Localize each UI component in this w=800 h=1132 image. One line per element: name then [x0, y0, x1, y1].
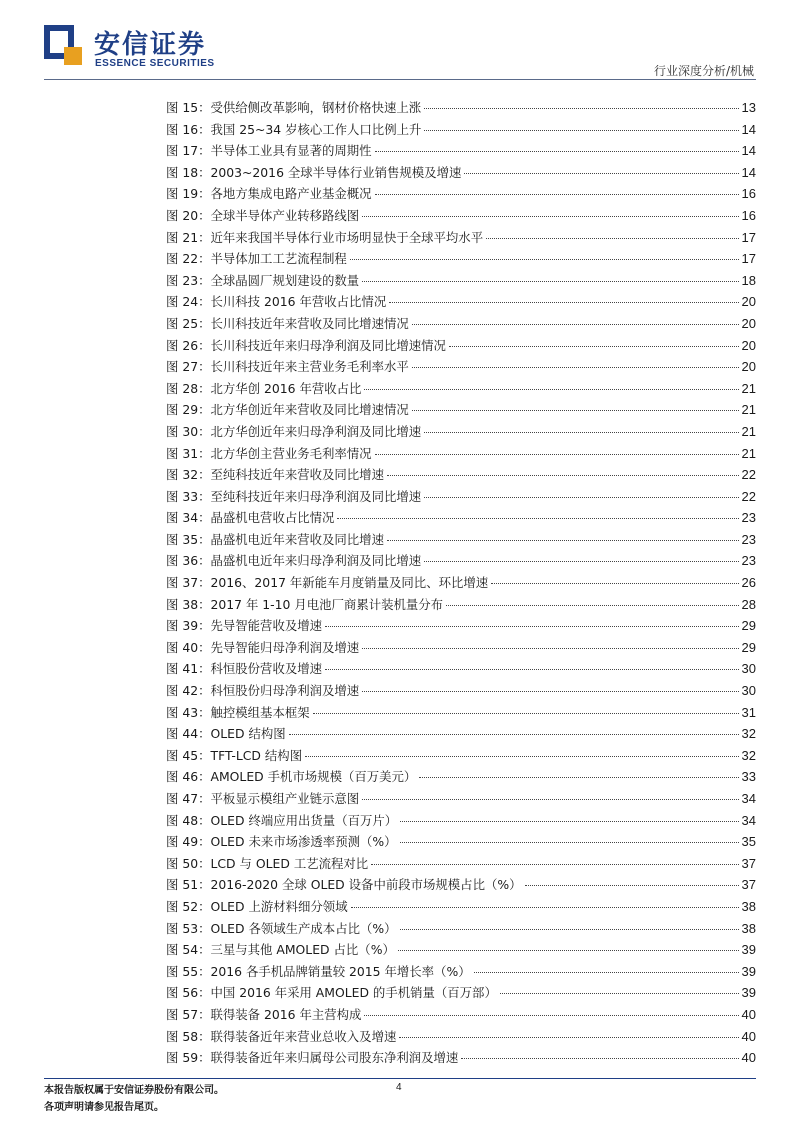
toc-dot-leader — [424, 108, 738, 109]
toc-entry-page: 21 — [741, 423, 756, 439]
toc-dot-leader — [412, 410, 739, 411]
toc-dot-leader — [375, 194, 739, 195]
toc-entry-title: 联得装备近年来归属母公司股东净利润及增速 — [210, 1050, 459, 1066]
toc-entry-page: 20 — [741, 294, 756, 310]
toc-entry[interactable] — [166, 249, 756, 271]
toc-dot-leader — [362, 216, 738, 217]
toc-entry-page: 18 — [741, 272, 756, 288]
toc-entry-label: 图 39： — [166, 618, 211, 634]
toc-entry-label: 图 21： — [166, 229, 211, 245]
toc-entry[interactable] — [166, 379, 756, 401]
toc-entry-title: OLED 未来市场渗透率预测（%） — [210, 834, 397, 850]
toc-entry[interactable] — [166, 616, 756, 638]
toc-dot-leader — [500, 993, 739, 994]
toc-entry-title: AMOLED 手机市场规模（百万美元） — [210, 769, 417, 785]
toc-entry-label: 图 52： — [166, 898, 211, 914]
toc-entry[interactable] — [166, 919, 756, 941]
toc-dot-leader — [305, 756, 738, 757]
toc-entry-page: 35 — [741, 834, 756, 850]
toc-dot-leader — [399, 1037, 738, 1038]
toc-dot-leader — [351, 907, 739, 908]
toc-entry-title: 半导体加工工艺流程制程 — [210, 251, 347, 267]
toc-entry-label: 图 45： — [166, 747, 211, 763]
toc-entry-page: 20 — [741, 315, 756, 331]
toc-dot-leader — [400, 842, 739, 843]
toc-entry[interactable] — [166, 314, 756, 336]
toc-entry-title: 长川科技近年来归母净利润及同比增速情况 — [210, 337, 446, 353]
toc-entry-title: 全球晶圆厂规划建设的数量 — [210, 272, 360, 288]
toc-entry-page: 30 — [741, 683, 756, 699]
toc-entry-label: 图 37： — [166, 575, 211, 591]
page-number: 4 — [396, 1082, 402, 1093]
page-header — [0, 0, 800, 82]
toc-entry-page: 17 — [741, 229, 756, 245]
toc-entry-label: 图 28： — [166, 380, 211, 396]
toc-entry-page: 13 — [741, 100, 756, 115]
toc-entry-page: 29 — [741, 639, 756, 655]
toc-entry[interactable] — [166, 487, 756, 509]
toc-entry-title: 晶盛机电近年来营收及同比增速 — [210, 531, 384, 547]
toc-dot-leader — [362, 648, 738, 649]
toc-entry-title: 各地方集成电路产业基金概况 — [210, 186, 372, 202]
toc-entry[interactable] — [166, 703, 756, 725]
toc-entry-page: 32 — [741, 747, 756, 763]
toc-entry-title: OLED 结构图 — [210, 726, 286, 742]
toc-entry-title: TFT-LCD 结构图 — [210, 747, 303, 763]
toc-entry-label: 图 40： — [166, 639, 211, 655]
toc-dot-leader — [424, 561, 738, 562]
toc-entry[interactable] — [166, 681, 756, 703]
toc-entry-title: OLED 各领域生产成本占比（%） — [210, 920, 397, 936]
toc-dot-leader — [525, 885, 739, 886]
toc-entry-title: 长川科技近年来营收及同比增速情况 — [210, 315, 409, 331]
toc-entry[interactable] — [166, 141, 756, 163]
toc-entry-title: 2016 各手机品牌销量较 2015 年增长率（%） — [210, 963, 471, 979]
toc-entry-title: OLED 上游材料细分领域 — [210, 898, 348, 914]
footer-statement-note: 各项声明请参见报告尾页。 — [44, 1102, 164, 1113]
toc-entry-title: 2016、2017 年新能车月度销量及同比、环比增速 — [210, 575, 489, 591]
toc-entry-title: 全球半导体产业转移路线图 — [210, 207, 360, 223]
toc-entry-label: 图 26： — [166, 337, 211, 353]
toc-entry-label: 图 31： — [166, 445, 211, 461]
toc-entry-title: 北方华创主营业务毛利率情况 — [210, 445, 372, 461]
toc-entry-label: 图 54： — [166, 942, 211, 958]
toc-entry[interactable] — [166, 444, 756, 466]
toc-entry-title: 科恒股份营收及增速 — [210, 661, 323, 677]
toc-entry-page: 34 — [741, 812, 756, 828]
toc-entry-title: 晶盛机电营收占比情况 — [210, 510, 335, 526]
toc-dot-leader — [325, 626, 739, 627]
toc-entry-title: 北方华创近年来营收及同比增速情况 — [210, 402, 409, 418]
toc-entry-label: 图 55： — [166, 963, 211, 979]
toc-entry-label: 图 29： — [166, 402, 211, 418]
toc-dot-leader — [464, 173, 738, 174]
toc-entry-title: LCD 与 OLED 工艺流程对比 — [210, 855, 369, 871]
toc-entry-page: 14 — [741, 121, 756, 137]
toc-dot-leader — [350, 259, 739, 260]
toc-entry-label: 图 59： — [166, 1050, 211, 1066]
toc-entry[interactable] — [166, 659, 756, 681]
toc-entry-page: 21 — [741, 402, 756, 418]
toc-dot-leader — [412, 324, 739, 325]
toc-entry-page: 20 — [741, 359, 756, 375]
toc-entry-label: 图 53： — [166, 920, 211, 936]
toc-entry-page: 16 — [741, 186, 756, 202]
toc-entry-page: 22 — [741, 467, 756, 483]
toc-entry-label: 图 50： — [166, 855, 211, 871]
toc-dot-leader — [474, 972, 739, 973]
toc-entry-page: 14 — [741, 143, 756, 159]
toc-entry-label: 图 41： — [166, 661, 211, 677]
toc-entry-label: 图 46： — [166, 769, 211, 785]
toc-entry[interactable] — [166, 940, 756, 962]
toc-entry-title: 近年来我国半导体行业市场明显快于全球平均水平 — [210, 229, 484, 245]
toc-entry-title: 科恒股份归母净利润及增速 — [210, 683, 360, 699]
toc-entry-page: 16 — [741, 207, 756, 223]
toc-entry[interactable] — [166, 875, 756, 897]
toc-entry-label: 图 33： — [166, 488, 211, 504]
toc-entry-label: 图 42： — [166, 683, 211, 699]
toc-entry[interactable] — [166, 789, 756, 811]
toc-entry-label: 图 49： — [166, 834, 211, 850]
toc-entry-title: 长川科技 2016 年营收占比情况 — [210, 294, 387, 310]
toc-dot-leader — [412, 367, 739, 368]
toc-entry-title: 中国 2016 年采用 AMOLED 的手机销量（百万部） — [210, 985, 497, 1001]
toc-entry[interactable] — [166, 271, 756, 293]
toc-entry-title: 联得装备近年来营业总收入及增速 — [210, 1028, 397, 1044]
toc-entry-label: 图 47： — [166, 791, 211, 806]
toc-entry[interactable] — [166, 832, 756, 854]
toc-entry[interactable] — [166, 767, 756, 789]
toc-dot-leader — [400, 929, 739, 930]
toc-dot-leader — [364, 1015, 738, 1016]
toc-entry[interactable] — [166, 422, 756, 444]
toc-entry-page: 33 — [741, 769, 756, 785]
toc-dot-leader — [375, 151, 739, 152]
toc-dot-leader — [398, 950, 739, 951]
toc-entry-page: 38 — [741, 898, 756, 914]
header-divider — [44, 79, 756, 80]
toc-entry-page: 21 — [741, 380, 756, 396]
toc-dot-leader — [375, 454, 739, 455]
toc-entry-page: 30 — [741, 661, 756, 677]
toc-entry-label: 图 51： — [166, 877, 211, 893]
toc-entry-title: 触控模组基本框架 — [210, 704, 310, 720]
toc-entry-page: 21 — [741, 445, 756, 461]
toc-entry-page: 39 — [741, 963, 756, 979]
toc-entry[interactable] — [166, 508, 756, 530]
toc-dot-leader — [491, 583, 738, 584]
toc-entry-page: 37 — [741, 855, 756, 871]
toc-entry-page: 28 — [741, 596, 756, 612]
toc-entry-title: 北方华创 2016 年营收占比 — [210, 380, 362, 396]
toc-entry-title: 受供给侧改革影响，钢材价格快速上涨 — [210, 100, 422, 115]
toc-entry-title: 联得装备 2016 年主营构成 — [210, 1006, 362, 1022]
toc-entry-page: 37 — [741, 877, 756, 893]
toc-entry-label: 图 22： — [166, 251, 211, 267]
toc-entry[interactable] — [166, 357, 756, 379]
toc-entry[interactable] — [166, 638, 756, 660]
footer-disclaimer — [44, 1082, 224, 1116]
toc-dot-leader — [419, 777, 738, 778]
toc-entry-label: 图 36： — [166, 553, 211, 569]
toc-entry[interactable] — [166, 98, 756, 120]
toc-entry[interactable] — [166, 292, 756, 314]
toc-dot-leader — [461, 1058, 738, 1059]
toc-dot-leader — [446, 605, 738, 606]
toc-entry[interactable] — [166, 854, 756, 876]
toc-entry-title: 至纯科技近年来营收及同比增速 — [210, 467, 384, 483]
footer-divider — [44, 1078, 756, 1079]
toc-entry-label: 图 48： — [166, 812, 211, 828]
toc-entry-title: 2017 年 1-10 月电池厂商累计装机量分布 — [210, 596, 444, 612]
toc-entry-label: 图 38： — [166, 596, 211, 612]
toc-dot-leader — [289, 734, 739, 735]
toc-entry-title: 半导体工业具有显著的周期性 — [210, 143, 372, 159]
toc-entry-label: 图 17： — [166, 143, 211, 159]
toc-entry-page: 34 — [741, 791, 756, 806]
toc-entry-label: 图 15： — [166, 100, 211, 115]
toc-entry[interactable] — [166, 595, 756, 617]
toc-entry[interactable] — [166, 962, 756, 984]
toc-dot-leader — [325, 669, 739, 670]
toc-entry[interactable] — [166, 746, 756, 768]
toc-entry[interactable] — [166, 1048, 756, 1070]
toc-entry-page: 38 — [741, 920, 756, 936]
toc-entry-title: OLED 终端应用出货量（百万片） — [210, 812, 398, 828]
toc-entry[interactable] — [166, 400, 756, 422]
toc-entry-label: 图 57： — [166, 1006, 211, 1022]
toc-entry-title: 2016-2020 全球 OLED 设备中前段市场规模占比（%） — [210, 877, 522, 893]
toc-entry-label: 图 56： — [166, 985, 211, 1001]
toc-entry[interactable] — [166, 465, 756, 487]
toc-entry[interactable] — [166, 206, 756, 228]
toc-dot-leader — [362, 799, 738, 800]
toc-entry-label: 图 43： — [166, 704, 211, 720]
toc-entry[interactable] — [166, 573, 756, 595]
toc-entry-title: 平板显示模组产业链示意图 — [210, 791, 360, 806]
toc-entry-label: 图 23： — [166, 272, 211, 288]
toc-entry-page: 29 — [741, 618, 756, 634]
toc-entry[interactable] — [166, 724, 756, 746]
toc-entry-title: 晶盛机电近年来归母净利润及同比增速 — [210, 553, 422, 569]
toc-entry[interactable] — [166, 1005, 756, 1027]
toc-entry-page: 40 — [741, 1050, 756, 1066]
toc-dot-leader — [389, 302, 738, 303]
toc-dot-leader — [362, 691, 738, 692]
toc-entry-label: 图 20： — [166, 207, 211, 223]
toc-dot-leader — [387, 475, 739, 476]
toc-entry-page: 17 — [741, 251, 756, 267]
toc-entry[interactable] — [166, 551, 756, 573]
toc-entry-page: 40 — [741, 1028, 756, 1044]
toc-entry-label: 图 16： — [166, 121, 211, 137]
toc-dot-leader — [364, 389, 738, 390]
toc-entry-page: 39 — [741, 942, 756, 958]
toc-entry-page: 14 — [741, 164, 756, 180]
toc-dot-leader — [400, 821, 738, 822]
toc-dot-leader — [337, 518, 738, 519]
toc-dot-leader — [424, 497, 738, 498]
toc-entry-label: 图 32： — [166, 467, 211, 483]
toc-entry[interactable] — [166, 530, 756, 552]
toc-entry[interactable] — [166, 1027, 756, 1049]
report-category: 行业深度分析/机械 — [653, 64, 754, 78]
toc-entry[interactable] — [166, 228, 756, 250]
toc-entry-label: 图 30： — [166, 423, 211, 439]
toc-dot-leader — [449, 346, 739, 347]
toc-entry[interactable] — [166, 163, 756, 185]
toc-entry-label: 图 25： — [166, 315, 211, 331]
toc-entry-title: 我国 25~34 岁核心工作人口比例上升 — [210, 121, 422, 137]
toc-entry-title: 先导智能营收及增速 — [210, 618, 323, 634]
toc-entry-page: 26 — [741, 575, 756, 591]
toc-entry-label: 图 19： — [166, 186, 211, 202]
toc-entry-page: 32 — [741, 726, 756, 742]
toc-entry-page: 22 — [741, 488, 756, 504]
toc-dot-leader — [424, 432, 738, 433]
toc-entry-label: 图 27： — [166, 359, 211, 375]
toc-entry-page: 23 — [741, 510, 756, 526]
toc-entry-page: 31 — [741, 704, 756, 720]
logo-chinese-name: 安信证券 — [94, 30, 207, 60]
toc-entry[interactable] — [166, 811, 756, 833]
toc-entry[interactable] — [166, 336, 756, 358]
toc-entry-title: 2003~2016 全球半导体行业销售规模及增速 — [210, 164, 462, 180]
toc-entry-page: 39 — [741, 985, 756, 1001]
toc-entry-page: 23 — [741, 531, 756, 547]
toc-entry-title: 先导智能归母净利润及增速 — [210, 639, 360, 655]
toc-entry-label: 图 58： — [166, 1028, 211, 1044]
toc-entry[interactable] — [166, 983, 756, 1005]
toc-dot-leader — [371, 864, 738, 865]
toc-entry-page: 23 — [741, 553, 756, 569]
toc-entry-page: 20 — [741, 337, 756, 353]
toc-dot-leader — [424, 130, 738, 131]
toc-dot-leader — [362, 281, 738, 282]
essence-logo-icon — [44, 25, 82, 65]
toc-entry[interactable] — [166, 184, 756, 206]
toc-entry[interactable] — [166, 120, 756, 142]
toc-entry-label: 图 34： — [166, 510, 211, 526]
toc-entry-label: 图 24： — [166, 294, 211, 310]
toc-entry-page: 40 — [741, 1006, 756, 1022]
toc-entry-label: 图 44： — [166, 726, 211, 742]
toc-entry-title: 至纯科技近年来归母净利润及同比增速 — [210, 488, 422, 504]
toc-entry[interactable] — [166, 897, 756, 919]
logo-english-name: ESSENCE SECURITIES — [95, 58, 215, 69]
toc-dot-leader — [313, 713, 739, 714]
toc-dot-leader — [486, 238, 738, 239]
toc-entry-label: 图 18： — [166, 164, 211, 180]
footer-copyright: 本报告版权属于安信证券股份有限公司。 — [44, 1085, 224, 1096]
toc-dot-leader — [387, 540, 739, 541]
toc-entry-title: 三星与其他 AMOLED 占比（%） — [210, 942, 395, 958]
toc-entry-title: 北方华创近年来归母净利润及同比增速 — [210, 423, 422, 439]
toc-entry-title: 长川科技近年来主营业务毛利率水平 — [210, 359, 409, 375]
figure-list — [166, 98, 756, 1070]
toc-entry-label: 图 35： — [166, 531, 211, 547]
